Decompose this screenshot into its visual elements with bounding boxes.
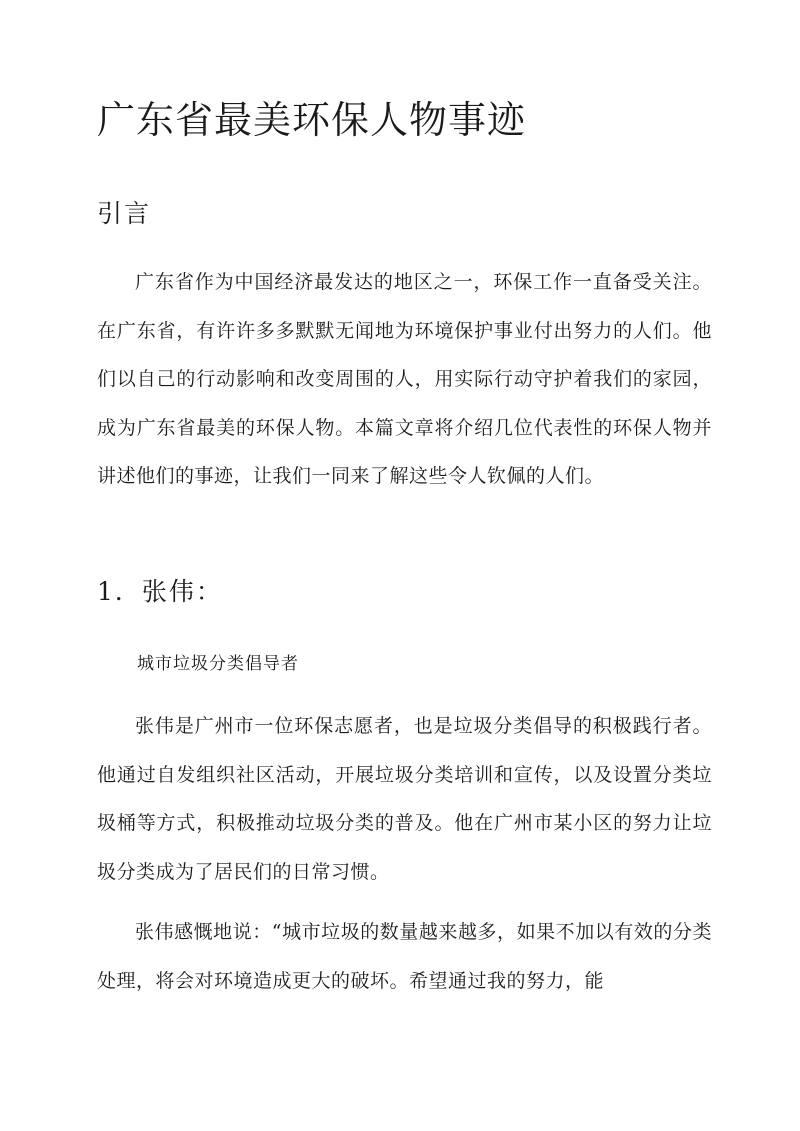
document-title: 广东省最美环保人物事迹	[97, 98, 527, 142]
section-1-paragraph-1: 张伟是广州市一位环保志愿者，也是垃圾分类倡导的积极践行者。他通过自发组织社区活动，开展垃圾分类培训和宣传，以及设置分类垃圾桶等方式，积极推动垃圾分类的普及。他在广州市某小区的努力让垃圾分类成为了居民们的日常习惯。	[97, 715, 712, 883]
section-1-subtitle: 城市垃圾分类倡导者	[137, 654, 299, 674]
intro-paragraph: 广东省作为中国经济最发达的地区之一，环保工作一直备受关注。在广东省，有许许多多默默无闻地为环境保护事业付出努力的人们。他们以自己的行动影响和改变周围的人，用实际行动守护着我们的家园，成为广东省最美的环保人物。本篇文章将介绍几位代表性的环保人物并讲述他们的事迹，让我们一同来了解这些令人钦佩的人们。	[97, 271, 712, 487]
section-1-paragraph-2: 张伟感慨地说：“城市垃圾的数量越来越多，如果不加以有效的分类处理，将会对环境造成更大的破坏。希望通过我的努力，能	[97, 921, 712, 992]
intro-heading: 引言	[97, 199, 152, 228]
section-1-heading: 1．张伟：	[97, 577, 223, 606]
